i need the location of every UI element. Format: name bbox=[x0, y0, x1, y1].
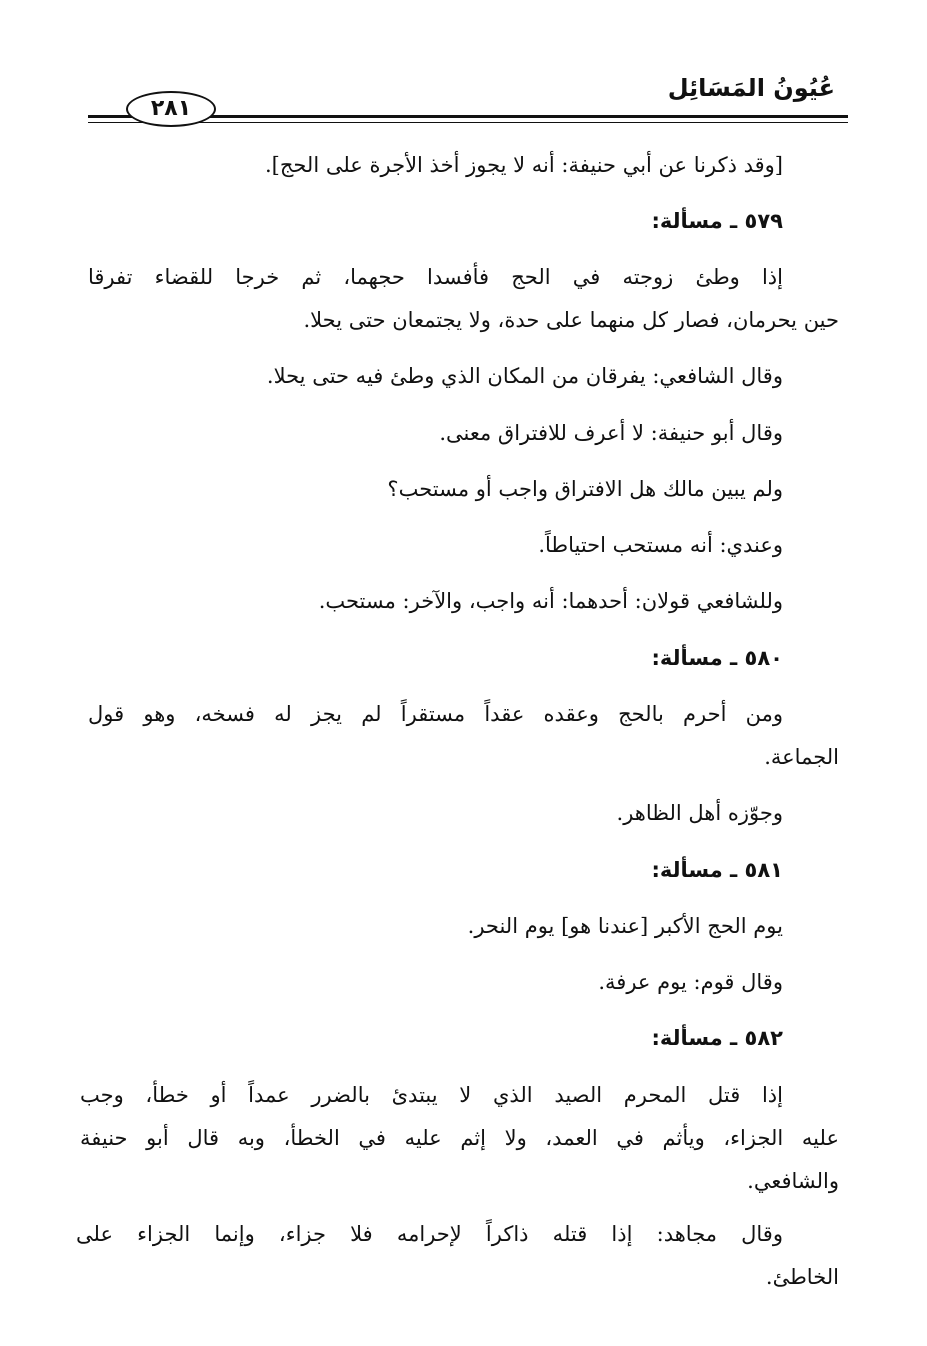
text-line: وللشافعي قولان: أحدهما: أنه واجب، والآخر: مستحب. bbox=[318, 589, 783, 613]
text-line: ومن أحرم بالحج وعقده عقداً مستقراً لم يجز له فسخه، وهو قول bbox=[88, 702, 783, 726]
text-line: الخاطئ. bbox=[765, 1265, 839, 1289]
issue-heading-579: ٥٧٩ ـ مسألة: bbox=[651, 209, 783, 233]
page-number-badge: ٢٨١ bbox=[126, 91, 216, 127]
text-line: إذا قتل المحرم الصيد الذي لا يبتدئ بالضرر عمداً أو خطأ، وجب bbox=[80, 1083, 783, 1107]
text-line: وجوّزه أهل الظاهر. bbox=[616, 801, 783, 825]
text-line: إذا وطئ زوجته في الحج فأفسدا حجهما، ثم خرجا للقضاء تفرقا bbox=[88, 265, 783, 289]
text-line: وقال قوم: يوم عرفة. bbox=[598, 970, 783, 994]
text-line: وقال مجاهد: إذا قتله ذاكراً لإحرامه فلا جزاء، وإنما الجزاء على bbox=[76, 1222, 783, 1246]
text-line: وقال أبو حنيفة: لا أعرف للافتراق معنى. bbox=[439, 421, 783, 445]
issue-heading-580: ٥٨٠ ـ مسألة: bbox=[651, 646, 783, 670]
running-header-title: عُيُونُ المَسَائِل bbox=[667, 74, 835, 102]
text-line: وعندي: أنه مستحب احتياطاً. bbox=[538, 533, 783, 557]
text-line: الجماعة. bbox=[764, 745, 839, 769]
text-line: عليه الجزاء، ويأثم في العمد، ولا إثم عليه في الخطأ، وبه قال أبو حنيفة bbox=[80, 1126, 839, 1150]
issue-heading-582: ٥٨٢ ـ مسألة: bbox=[651, 1026, 783, 1050]
issue-heading-581: ٥٨١ ـ مسألة: bbox=[651, 858, 783, 882]
text-line: ولم يبين مالك هل الافتراق واجب أو مستحب؟ bbox=[387, 477, 783, 501]
header-rule-thin bbox=[88, 122, 848, 123]
text-line: والشافعي. bbox=[747, 1169, 839, 1193]
text-line: يوم الحج الأكبر [عندنا هو] يوم النحر. bbox=[467, 914, 783, 938]
text-line: [وقد ذكرنا عن أبي حنيفة: أنه لا يجوز أخذ الأجرة على الحج]. bbox=[264, 153, 783, 177]
text-line: وقال الشافعي: يفرقان من المكان الذي وطئ فيه حتى يحلا. bbox=[266, 364, 783, 388]
text-line: حين يحرمان، فصار كل منهما على حدة، ولا يجتمعان حتى يحلا. bbox=[303, 308, 839, 332]
